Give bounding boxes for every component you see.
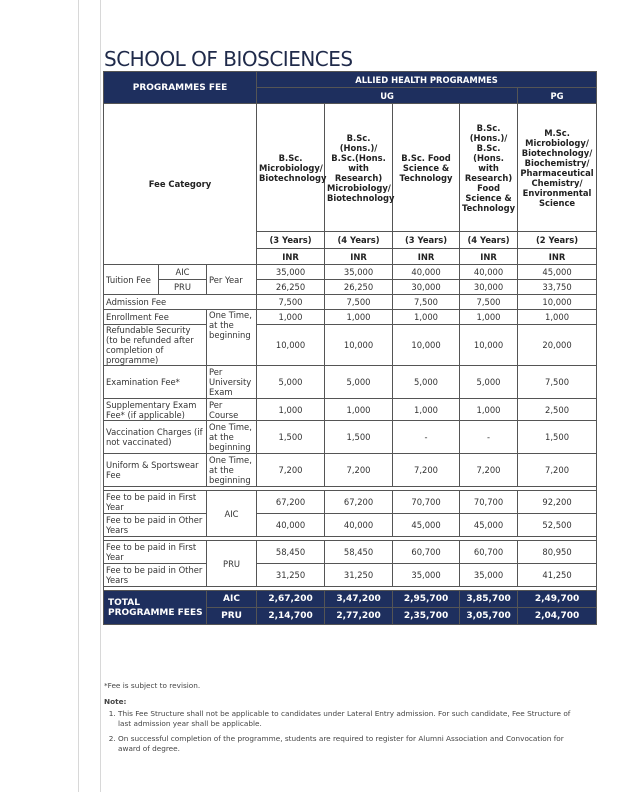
programme-name: B.Sc. Microbiology/ Biotechnology xyxy=(257,104,325,232)
fee-value: 1,500 xyxy=(518,421,597,454)
fee-value: 10,000 xyxy=(460,325,518,366)
fee-value: 58,450 xyxy=(257,541,325,564)
programme-name: M.Sc. Microbiology/ Biotechnology/ Biochemistry/ Pharmaceutical Chemistry/ Environmental Science xyxy=(518,104,597,232)
pg-header: PG xyxy=(518,88,597,104)
vaccination-row xyxy=(104,421,597,454)
fee-value: 67,200 xyxy=(325,491,393,514)
fee-value: 10,000 xyxy=(325,325,393,366)
pru-label: PRU xyxy=(207,541,257,587)
fee-value: 5,000 xyxy=(393,366,460,399)
aic-first-year-row xyxy=(104,491,597,514)
supplementary-row xyxy=(104,399,597,421)
security-label: Refundable Security (to be refunded after completion of programme) xyxy=(104,325,207,366)
fee-value: 26,250 xyxy=(257,280,325,295)
fee-value: 60,700 xyxy=(393,541,460,564)
fee-value: 31,250 xyxy=(325,564,393,587)
programme-names-row xyxy=(104,104,597,232)
pru-other-years-row xyxy=(104,564,597,587)
aic-other-years-row xyxy=(104,514,597,537)
other-years-label: Fee to be paid in Other Years xyxy=(104,564,207,587)
total-value: 2,35,700 xyxy=(393,608,460,625)
admission-fee-label: Admission Fee xyxy=(104,295,257,310)
fee-value: 1,500 xyxy=(257,421,325,454)
uniform-label: Uniform & Sportswear Fee xyxy=(104,454,207,487)
duration: (3 Years) xyxy=(393,232,460,249)
allied-health-header: ALLIED HEALTH PROGRAMMES xyxy=(257,72,597,88)
fee-value: 40,000 xyxy=(393,265,460,280)
asterisk-note: *Fee is subject to revision. xyxy=(104,681,201,690)
frequency-label: One Time, at the beginning xyxy=(207,310,257,366)
fee-value: 30,000 xyxy=(460,280,518,295)
aic-label: AIC xyxy=(207,491,257,537)
first-year-label: Fee to be paid in First Year xyxy=(104,541,207,564)
fee-value: 1,000 xyxy=(325,399,393,421)
programmes-fee-header: PROGRAMMES FEE xyxy=(104,72,257,104)
fee-value: 41,250 xyxy=(518,564,597,587)
total-value: 3,05,700 xyxy=(460,608,518,625)
fee-value: 1,000 xyxy=(325,310,393,325)
pru-label: PRU xyxy=(207,608,257,625)
footnotes xyxy=(104,681,574,759)
fee-value: 5,000 xyxy=(460,366,518,399)
fee-value: 70,700 xyxy=(460,491,518,514)
fee-value: 20,000 xyxy=(518,325,597,366)
fee-value: 40,000 xyxy=(257,514,325,537)
fee-value: 2,500 xyxy=(518,399,597,421)
fee-value: 1,000 xyxy=(257,399,325,421)
page-title: SCHOOL OF BIOSCIENCES xyxy=(104,47,353,72)
programme-name: B.Sc. (Hons.)/ B.Sc.(Hons. with Research) Microbiology/ Biotechnology xyxy=(325,104,393,232)
fee-value: 1,000 xyxy=(393,310,460,325)
fee-value: 5,000 xyxy=(325,366,393,399)
fee-value: 7,200 xyxy=(257,454,325,487)
total-value: 2,14,700 xyxy=(257,608,325,625)
duration: (4 Years) xyxy=(460,232,518,249)
enrollment-row xyxy=(104,310,597,325)
tuition-pru-row xyxy=(104,280,597,295)
enrollment-fee-label: Enrollment Fee xyxy=(104,310,207,325)
fee-value: 26,250 xyxy=(325,280,393,295)
page-margin-line xyxy=(78,0,79,792)
frequency-label: One Time, at the beginning xyxy=(207,454,257,487)
total-value: 2,49,700 xyxy=(518,591,597,608)
uniform-row xyxy=(104,454,597,487)
currency: INR xyxy=(257,249,325,265)
total-value: 2,67,200 xyxy=(257,591,325,608)
fee-value: 92,200 xyxy=(518,491,597,514)
total-value: 3,47,200 xyxy=(325,591,393,608)
fee-value: 35,000 xyxy=(460,564,518,587)
fee-value: 1,000 xyxy=(257,310,325,325)
tuition-fee-label: Tuition Fee xyxy=(104,265,159,295)
frequency-label: Per Year xyxy=(207,265,257,295)
first-year-label: Fee to be paid in First Year xyxy=(104,491,207,514)
fee-value: 7,200 xyxy=(518,454,597,487)
fee-value: - xyxy=(460,421,518,454)
notes-list xyxy=(104,709,574,753)
total-aic-row xyxy=(104,591,597,608)
supplementary-fee-label: Supplementary Exam Fee* (if applicable) xyxy=(104,399,207,421)
fee-value: 45,000 xyxy=(393,514,460,537)
fee-value: 7,200 xyxy=(393,454,460,487)
fee-value: 1,000 xyxy=(460,399,518,421)
fee-value: 7,200 xyxy=(325,454,393,487)
fee-value: 31,250 xyxy=(257,564,325,587)
fee-value: 80,950 xyxy=(518,541,597,564)
exam-row xyxy=(104,366,597,399)
currency: INR xyxy=(393,249,460,265)
currency: INR xyxy=(460,249,518,265)
header-row-1 xyxy=(104,72,597,88)
fee-category-header: Fee Category xyxy=(104,104,257,265)
currency: INR xyxy=(518,249,597,265)
total-value: 3,85,700 xyxy=(460,591,518,608)
duration: (4 Years) xyxy=(325,232,393,249)
fee-value: 7,500 xyxy=(518,366,597,399)
note-item: 2. On successful completion of the programme, students are required to register for Alumni Association and Convocation for award of degree. xyxy=(118,734,574,753)
currency: INR xyxy=(325,249,393,265)
duration: (3 Years) xyxy=(257,232,325,249)
fee-value: 35,000 xyxy=(393,564,460,587)
fee-value: 40,000 xyxy=(460,265,518,280)
fee-value: - xyxy=(393,421,460,454)
fee-value: 7,500 xyxy=(325,295,393,310)
fee-value: 10,000 xyxy=(518,295,597,310)
pru-first-year-row xyxy=(104,541,597,564)
tuition-aic-row xyxy=(104,265,597,280)
fee-value: 58,450 xyxy=(325,541,393,564)
fee-value: 40,000 xyxy=(325,514,393,537)
fee-value: 7,500 xyxy=(257,295,325,310)
fee-value: 1,000 xyxy=(393,399,460,421)
exam-fee-label: Examination Fee* xyxy=(104,366,207,399)
fee-value: 7,500 xyxy=(460,295,518,310)
total-programme-fees-label: TOTAL PROGRAMME FEES xyxy=(104,591,207,625)
fee-value: 35,000 xyxy=(325,265,393,280)
vaccination-label: Vaccination Charges (if not vaccinated) xyxy=(104,421,207,454)
aic-label: AIC xyxy=(207,591,257,608)
fee-value: 52,500 xyxy=(518,514,597,537)
fee-value: 7,500 xyxy=(393,295,460,310)
admission-row xyxy=(104,295,597,310)
fee-value: 70,700 xyxy=(393,491,460,514)
fee-value: 7,200 xyxy=(460,454,518,487)
note-item: 1. This Fee Structure shall not be applicable to candidates under Lateral Entry admission. For such candidate, Fee Structure of last admission year shall be applicable. xyxy=(118,709,574,728)
fee-value: 10,000 xyxy=(257,325,325,366)
total-value: 2,95,700 xyxy=(393,591,460,608)
fee-value: 1,000 xyxy=(518,310,597,325)
programme-name: B.Sc. (Hons.)/ B.Sc. (Hons. with Research) Food Science & Technology xyxy=(460,104,518,232)
fee-value: 1,000 xyxy=(460,310,518,325)
fee-value: 10,000 xyxy=(393,325,460,366)
security-row xyxy=(104,325,597,366)
programme-name: B.Sc. Food Science & Technology xyxy=(393,104,460,232)
duration: (2 Years) xyxy=(518,232,597,249)
frequency-label: One Time, at the beginning xyxy=(207,421,257,454)
fee-value: 1,500 xyxy=(325,421,393,454)
frequency-label: Per Course xyxy=(207,399,257,421)
pru-label: PRU xyxy=(159,280,207,295)
ug-header: UG xyxy=(257,88,518,104)
fee-value: 45,000 xyxy=(460,514,518,537)
total-value: 2,77,200 xyxy=(325,608,393,625)
fee-value: 45,000 xyxy=(518,265,597,280)
note-label: Note: xyxy=(104,696,127,706)
fee-value: 5,000 xyxy=(257,366,325,399)
fee-value: 30,000 xyxy=(393,280,460,295)
other-years-label: Fee to be paid in Other Years xyxy=(104,514,207,537)
fee-value: 35,000 xyxy=(257,265,325,280)
page-margin-line-2 xyxy=(100,0,101,792)
frequency-label: Per University Exam xyxy=(207,366,257,399)
fee-value: 33,750 xyxy=(518,280,597,295)
fee-value: 60,700 xyxy=(460,541,518,564)
aic-label: AIC xyxy=(159,265,207,280)
fee-value: 67,200 xyxy=(257,491,325,514)
total-value: 2,04,700 xyxy=(518,608,597,625)
fee-table xyxy=(103,71,597,625)
